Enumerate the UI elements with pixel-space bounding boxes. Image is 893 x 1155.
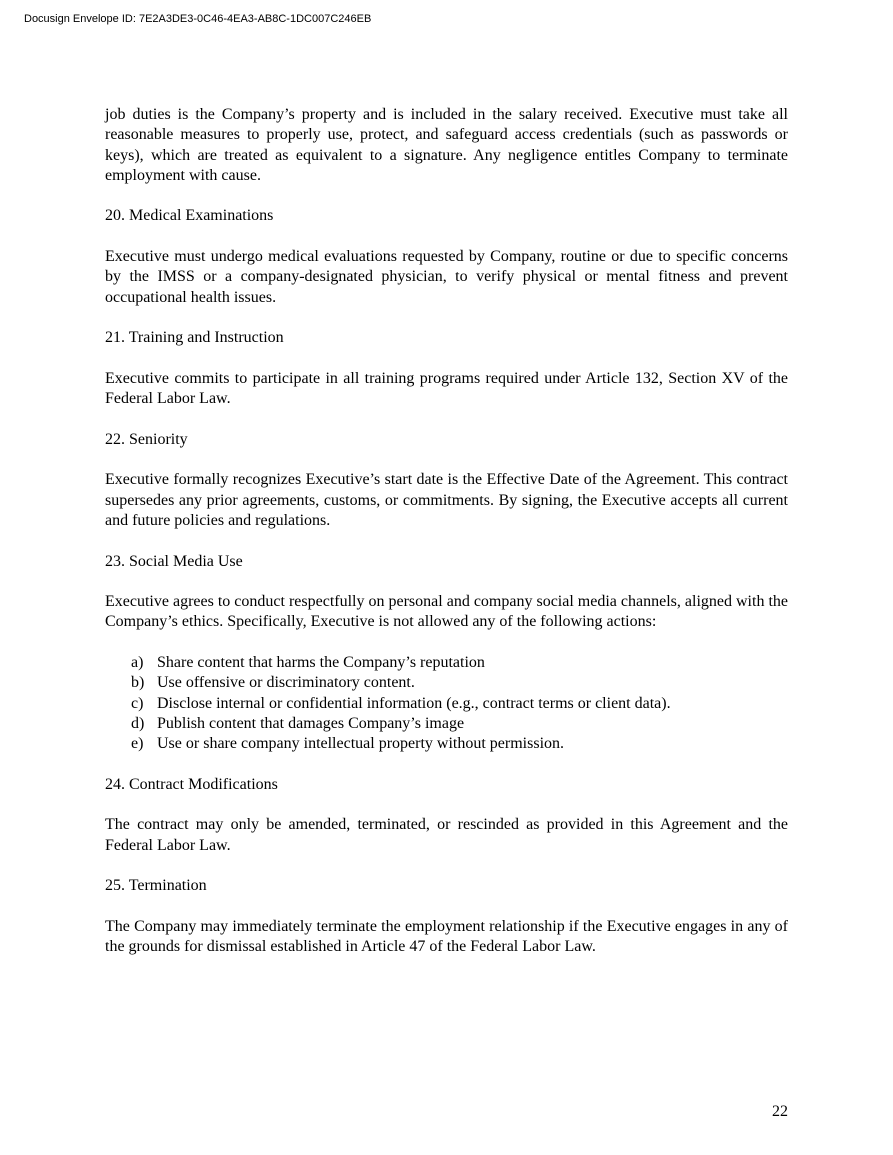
- section-heading-seniority: 22. Seniority: [105, 430, 188, 448]
- section-body-seniority: Executive formally recognizes Executive’s start date is the Effective Date of the Agreement. This contract supersedes any prior agreements, customs, or commitments. By signing, the Executive accepts all current and future policies and regulations.: [105, 471, 788, 529]
- list-item: [105, 653, 788, 673]
- section-heading-medical-examinations: 20. Medical Examinations: [105, 207, 274, 225]
- section-body-medical-examinations: Executive must undergo medical evaluations requested by Company, routine or due to specific concerns by the IMSS or a company-designated physician, to verify physical or mental fitness and prevent occupational health issues.: [105, 248, 788, 306]
- section-heading-contract-modifications: 24. Contract Modifications: [105, 775, 278, 793]
- section-heading-training: 21. Training and Instruction: [105, 329, 284, 347]
- section-body-termination: The Company may immediately terminate the employment relationship if the Executive engages in any of the grounds for dismissal established in Article 47 of the Federal Labor Law.: [105, 917, 788, 956]
- section-body-training: Executive commits to participate in all training programs required under Article 132, Section XV of the Federal Labor Law.: [105, 369, 788, 408]
- list-item: [105, 734, 788, 754]
- section-body-social-media: Executive agrees to conduct respectfully on personal and company social media channels, aligned with the Company’s ethics. Specifically, Executive is not allowed any of the following actions:: [105, 593, 788, 631]
- list-item-text: Disclose internal or confidential information (e.g., contract terms or client data).: [157, 694, 671, 712]
- list-item-text: Publish content that damages Company’s image: [157, 714, 465, 732]
- section-body-contract-modifications: The contract may only be amended, terminated, or rescinded as provided in this Agreement and the Federal Labor Law.: [105, 816, 788, 854]
- list-item: [105, 673, 788, 693]
- list-marker: c): [131, 694, 144, 712]
- section-heading-termination: 25. Termination: [105, 877, 207, 895]
- page-number: 22: [772, 1103, 788, 1120]
- intro-paragraph: job duties is the Company’s property and is included in the salary received. Executive must take all reasonable measures to properly use, protect, and safeguard access credentials (such as passwords or keys), which are treated as equivalent to a signature. Any negligence entitles Company to terminate employment with cause.: [105, 106, 788, 184]
- social-media-restrictions-list: [105, 653, 788, 754]
- list-item: [105, 714, 788, 734]
- list-marker: e): [131, 735, 144, 753]
- list-item-text: Use offensive or discriminatory content.: [157, 674, 415, 692]
- list-marker: d): [131, 714, 145, 732]
- docusign-envelope-id: Docusign Envelope ID: 7E2A3DE3-0C46-4EA3-AB8C-1DC007C246EB: [24, 13, 372, 25]
- list-item: [105, 694, 788, 714]
- section-heading-social-media: 23. Social Media Use: [105, 552, 243, 570]
- list-item-text: Use or share company intellectual property without permission.: [157, 735, 565, 753]
- list-item-text: Share content that harms the Company’s reputation: [157, 654, 485, 672]
- list-marker: b): [131, 674, 145, 692]
- list-marker: a): [131, 654, 144, 672]
- document-body: [105, 105, 788, 978]
